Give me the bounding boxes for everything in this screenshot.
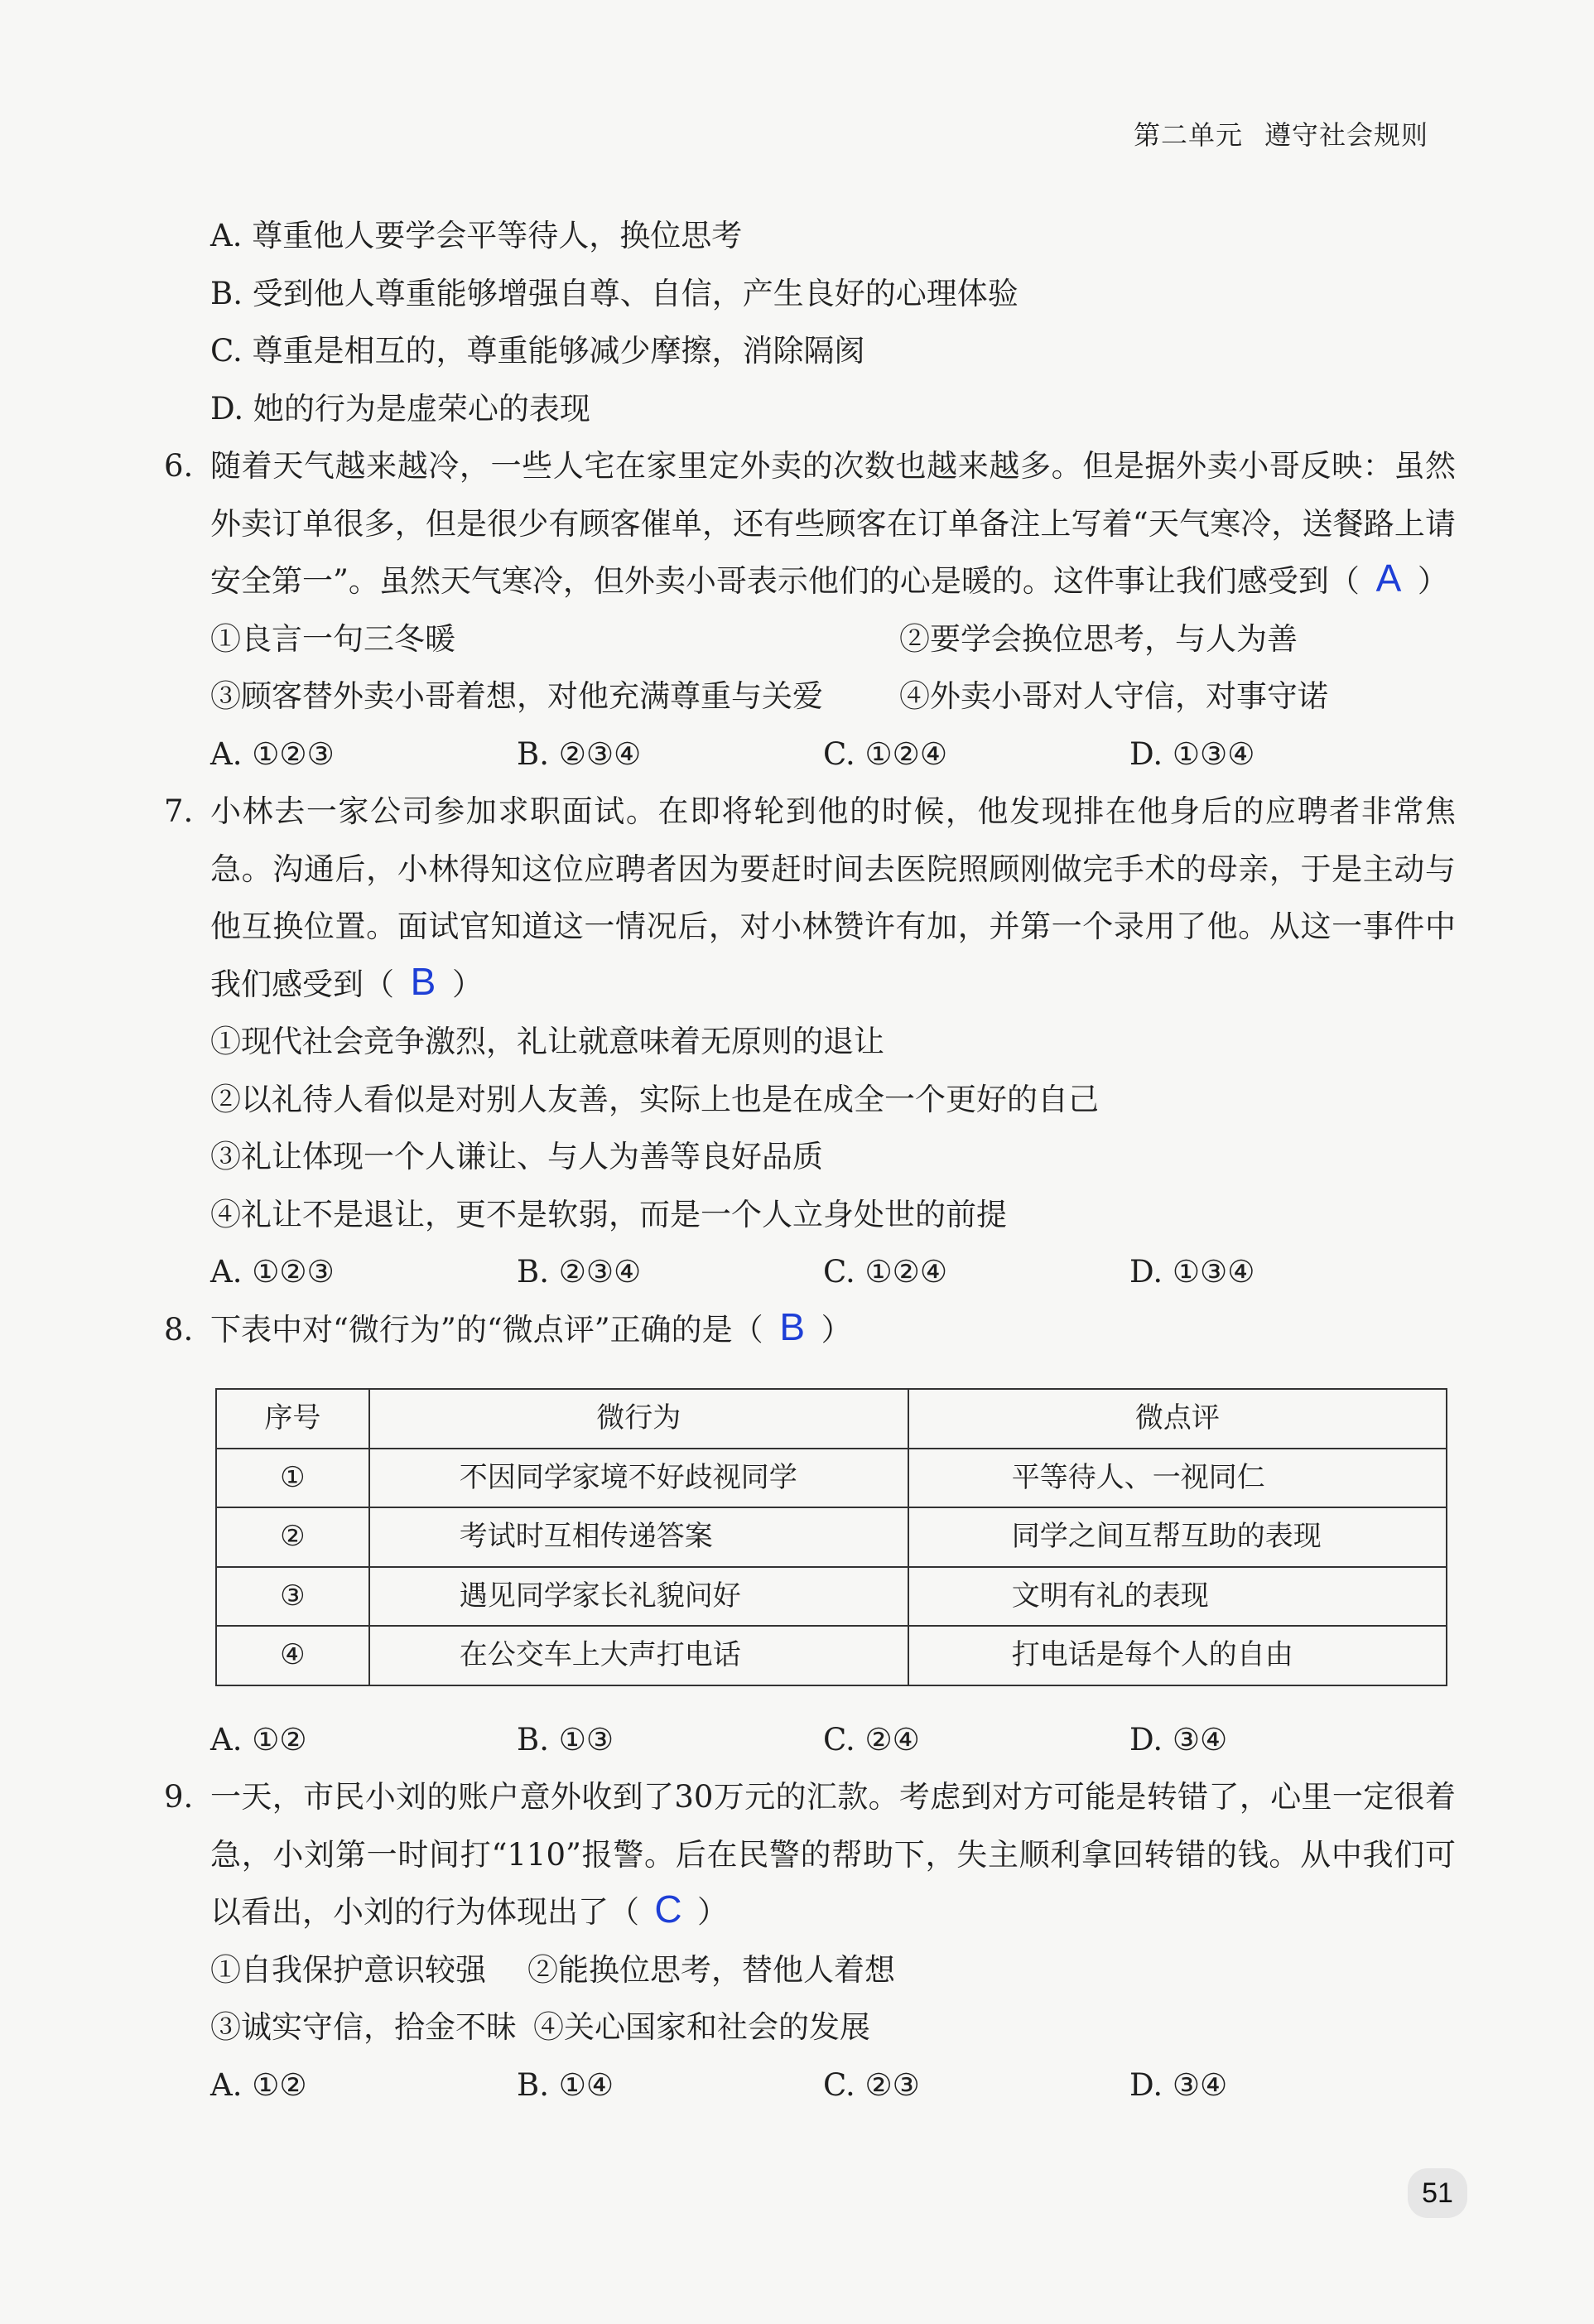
choice-c: C. ②④ [823,1721,920,1757]
statement: ①良言一句三冬暖 [210,620,455,657]
table-cell: ② [216,1507,369,1567]
choice-row [164,2056,1456,2114]
question-stem [210,783,1456,1013]
handwritten-answer: B [410,959,436,1003]
table-cell: 平等待人、一视同仁 [908,1449,1447,1508]
statement: ②要学会换位思考，与人为善 [899,620,1298,657]
question-number: 9. [164,1779,194,1815]
column-header: 微点评 [908,1389,1447,1449]
statement: ③礼让体现一个人谦让、与人为善等良好品质 [210,1139,823,1174]
question-number: 7. [164,793,194,829]
bracket-close: ） [1417,563,1448,599]
table-row [216,1567,1447,1627]
statement: ④关心国家和社会的发展 [533,2009,870,2045]
bracket-close: ） [452,966,483,1002]
choice-b: B. ①③ [517,1721,614,1757]
question-stem [210,1768,1456,1941]
q5-option-c: C. 尊重是相互的，尊重能够减少摩擦，消除隔阂 [210,333,865,369]
stem-text: 一天，市民小刘的账户意外收到了30万元的汇款。考虑到对方可能是转错了，心里一定很着急，小刘第一时间打“110”报警。后在民警的帮助下，失主顺利拿回转错的钱。从中我们可以看出，小刘的行为体现出了（ [210,1779,1456,1930]
statement: ①自我保护意识较强 [210,1951,486,1988]
choice-a: A. ①②③ [210,1254,335,1290]
unit-title: 遵守社会规则 [1264,119,1428,151]
statement: ④礼让不是退让，更不是软弱，而是一个人立身处世的前提 [210,1196,1007,1232]
table-cell: 不因同学家境不好歧视同学 [369,1449,908,1508]
question-9 [164,1768,1456,1941]
handwritten-answer: A [1375,557,1402,600]
question-6 [164,437,1456,610]
question-number: 6. [164,448,194,484]
choice-a: A. ①② [210,2066,307,2103]
statement: ③顾客替外卖小哥着想，对他充满尊重与关爱 [210,678,823,714]
q5-option-a: A. 尊重他人要学会平等待人，换位思考 [210,218,743,253]
table-cell: ③ [216,1567,369,1627]
table-cell: 遇见同学家长礼貌问好 [369,1567,908,1627]
statement-row [164,610,1456,668]
choice-b: B. ①④ [517,2066,614,2103]
table-cell: ① [216,1449,369,1508]
q5-option-d: D. 她的行为是虚荣心的表现 [210,390,590,427]
question-stem [210,1301,1456,1359]
question-8 [164,1301,1456,1359]
page-content [164,207,1456,2114]
choice-c: C. ②③ [823,2066,920,2103]
table-cell: 同学之间互帮互助的表现 [908,1507,1447,1567]
statement: ②能换位思考，替他人着想 [527,1951,895,1988]
choice-a: A. ①②③ [210,735,335,772]
statement-row [164,1999,1456,2056]
stem-text: 随着天气越来越冷，一些人宅在家里定外卖的次数也越来越多。但是据外卖小哥反映：虽然外卖订单很多，但是很少有顾客催单，还有些顾客在订单备注上写着“天气寒冷，送餐路上请安全第一”。虽然天气寒冷，但外卖小哥表示他们的心是暖的。这件事让我们感受到（ [210,448,1456,599]
behavior-table [215,1388,1447,1686]
table-cell: 在公交车上大声打电话 [369,1626,908,1685]
choice-row [164,1711,1456,1769]
stem-text: 小林去一家公司参加求职面试。在即将轮到他的时候，他发现排在他身后的应聘者非常焦急。沟通后，小林得知这位应聘者因为要赶时间去医院照顾刚做完手术的母亲，于是主动与他互换位置。面试官知道这一情况后，对小林赞许有加，并第一个录用了他。从这一事件中我们感受到（ [210,793,1456,1002]
statement: ④外卖小哥对人守信，对事守诺 [899,678,1328,714]
statement: ③诚实守信，拾金不昧 [210,2009,517,2045]
table-row [216,1626,1447,1685]
table-cell: 文明有礼的表现 [908,1567,1447,1627]
choice-b: B. ②③④ [517,735,642,772]
choice-c: C. ①②④ [823,1254,948,1290]
question-stem [210,437,1456,610]
bracket-close: ） [821,1311,852,1348]
statement-row [164,668,1456,726]
question-number: 8. [164,1311,194,1348]
handwritten-answer: C [654,1888,682,1931]
choice-d: D. ①③④ [1129,1254,1255,1290]
question-7 [164,783,1456,1013]
statement: ②以礼待人看似是对别人友善，实际上也是在成全一个更好的自己 [210,1081,1099,1117]
choice-d: D. ①③④ [1129,735,1255,772]
choice-a: A. ①② [210,1721,307,1757]
unit-label: 第二单元 [1133,119,1243,151]
column-header: 序号 [216,1389,369,1449]
table-cell: ④ [216,1626,369,1685]
running-header [1134,114,1428,152]
table-cell: 打电话是每个人的自由 [908,1626,1447,1685]
table-row [216,1507,1447,1567]
table-cell: 考试时互相传递答案 [369,1507,908,1567]
choice-d: D. ③④ [1129,1721,1228,1757]
table-row [216,1449,1447,1508]
column-header: 微行为 [369,1389,908,1449]
choice-c: C. ①②④ [823,735,948,772]
statement-row [164,1941,1456,1999]
q5-option-b: B. 受到他人尊重能够增强自尊、自信，产生良好的心理体验 [210,275,1019,311]
table-header-row [216,1389,1447,1449]
choice-d: D. ③④ [1129,2066,1228,2103]
bracket-close: ） [697,1894,728,1930]
choice-row [164,1243,1456,1301]
choice-row [164,726,1456,784]
statement: ①现代社会竞争激烈，礼让就意味着无原则的退让 [210,1024,884,1059]
stem-text: 下表中对“微行为”的“微点评”正确的是（ [210,1311,763,1348]
page-number: 51 [1408,2168,1467,2218]
handwritten-answer: B [779,1304,806,1348]
choice-b: B. ②③④ [517,1254,642,1290]
